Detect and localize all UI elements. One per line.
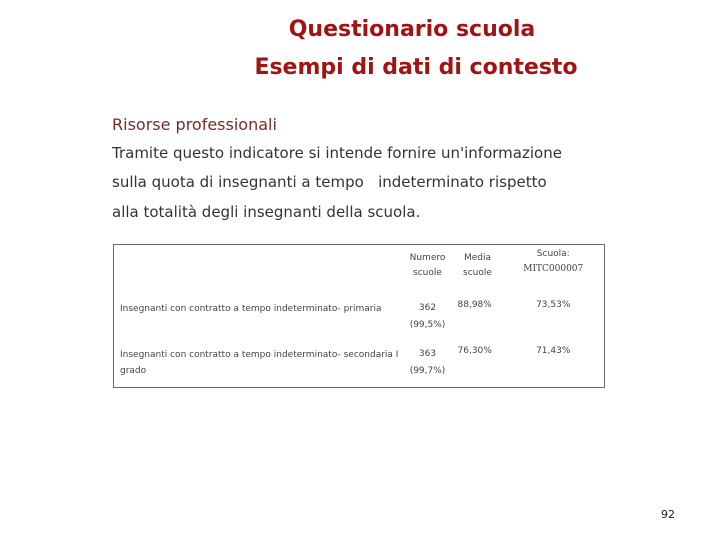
section-heading: Risorse professionali <box>112 115 277 134</box>
header-numero-line1: Numero <box>409 253 446 263</box>
media-cell: 76,30% <box>457 345 492 356</box>
header-numero <box>403 245 453 295</box>
header-media <box>453 245 503 295</box>
table-row <box>114 341 605 388</box>
scuola-cell: 71,43% <box>536 345 571 356</box>
row-label-secondaria <box>114 341 403 388</box>
numero-value: 363 <box>418 348 437 359</box>
page-number: 92 <box>661 508 675 521</box>
numero-percent: (99,7%) <box>409 365 446 376</box>
row-label-primaria <box>114 295 403 341</box>
media-cell: 88,98% <box>457 299 492 310</box>
header-scuola-line2: MITC000007 <box>523 264 584 274</box>
paragraph-line-1: Tramite questo indicatore si intende fornire un'informazione <box>112 144 562 162</box>
title-line-2: Esempi di dati di contesto <box>254 55 578 80</box>
header-scuola-line1: Scuola: <box>536 249 570 259</box>
row-label-line1: Insegnanti con contratto a tempo indeterminato- primaria <box>120 303 382 314</box>
table-header-row <box>114 245 605 295</box>
data-table <box>113 244 605 388</box>
table-row <box>114 295 605 341</box>
numero-percent: (99,5%) <box>409 319 446 330</box>
numero-value: 362 <box>418 302 437 313</box>
header-media-line1: Media <box>463 253 492 263</box>
header-numero-line2: scuole <box>413 268 442 278</box>
row-label-line1: Insegnanti con contratto a tempo indeterminato- secondaria I <box>120 349 399 360</box>
paragraph-line-2: sulla quota di insegnanti a tempo indeterminato rispetto <box>112 173 547 191</box>
numero-cell <box>403 341 453 388</box>
header-scuola <box>503 245 605 295</box>
scuola-cell: 73,53% <box>536 299 571 310</box>
numero-cell <box>403 295 453 341</box>
header-media-line2: scuole <box>463 268 492 278</box>
header-empty-cell <box>114 245 403 295</box>
paragraph-line-3: alla totalità degli insegnanti della scuola. <box>112 203 421 221</box>
row-label-line2: grado <box>120 365 147 376</box>
title-line-1: Questionario scuola <box>288 17 536 42</box>
